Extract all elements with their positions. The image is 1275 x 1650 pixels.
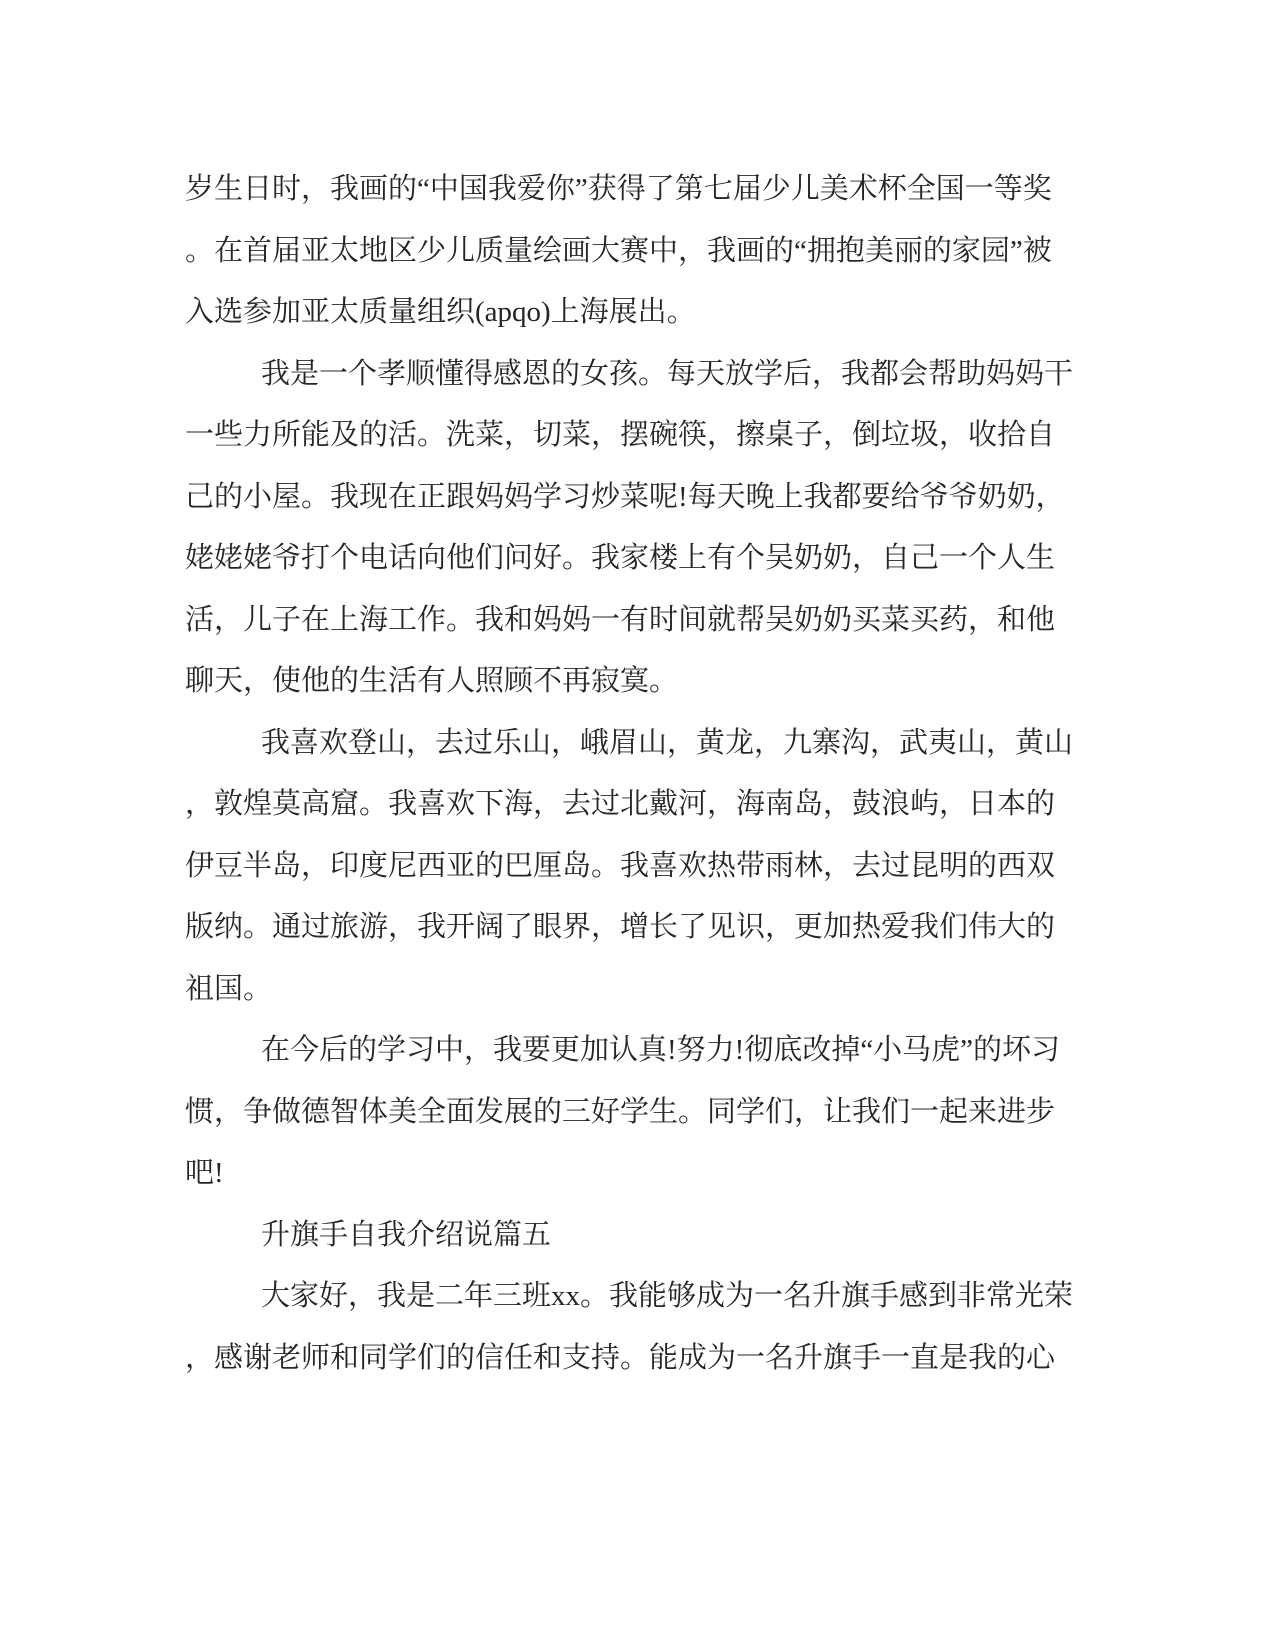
- text-line: ，敦煌莫高窟。我喜欢下海，去过北戴河，海南岛，鼓浪屿，日本的: [185, 788, 1056, 820]
- text-line: 我喜欢登山，去过乐山，峨眉山，黄龙，九寨沟，武夷山，黄山: [261, 726, 1074, 759]
- text-line: 吧!: [185, 1157, 224, 1189]
- text-line: 祖国。: [185, 972, 273, 1005]
- text-line: 在今后的学习中，我要更加认真!努力!彻底改掉“小马虎”的坏习: [261, 1034, 1061, 1066]
- text-line: 大家好，我是二年三班xx。我能够成为一名升旗手感到非常光荣: [261, 1280, 1074, 1312]
- document-text-block: [185, 159, 1074, 1389]
- text-line: 。在首届亚太地区少儿质量绘画大赛中，我画的“拥抱美丽的家园”被: [185, 234, 1052, 267]
- text-line: 一些力所能及的活。洗菜，切菜，摆碗筷，擦桌子，倒垃圾，收拾自: [185, 419, 1056, 451]
- text-line: 入选参加亚太质量组织(apqo)上海展出。: [185, 296, 696, 328]
- text-line: 姥姥姥爷打个电话向他们问好。我家楼上有个吴奶奶，自己一个人生: [185, 542, 1056, 574]
- text-line: 己的小屋。我现在正跟妈妈学习炒菜呢!每天晚上我都要给爷爷奶奶，: [185, 480, 1065, 513]
- text-line: 我是一个孝顺懂得感恩的女孩。每天放学后，我都会帮助妈妈干: [261, 357, 1074, 390]
- text-line: 岁生日时，我画的“中国我爱你”获得了第七届少儿美术杯全国一等奖: [185, 173, 1052, 205]
- text-line: 升旗手自我介绍说篇五: [261, 1218, 552, 1251]
- text-line: 聊天，使他的生活有人照顾不再寂寞。: [185, 665, 679, 697]
- text-line: 活，儿子在上海工作。我和妈妈一有时间就帮吴奶奶买菜买药，和他: [185, 603, 1056, 636]
- text-line: ，感谢老师和同学们的信任和支持。能成为一名升旗手一直是我的心: [185, 1341, 1056, 1374]
- text-line: 版纳。通过旅游，我开阔了眼界，增长了见识，更加热爱我们伟大的: [185, 911, 1056, 943]
- text-line: 伊豆半岛，印度尼西亚的巴厘岛。我喜欢热带雨林，去过昆明的西双: [185, 849, 1056, 882]
- text-line: 惯，争做德智体美全面发展的三好学生。同学们，让我们一起来进步: [185, 1095, 1056, 1128]
